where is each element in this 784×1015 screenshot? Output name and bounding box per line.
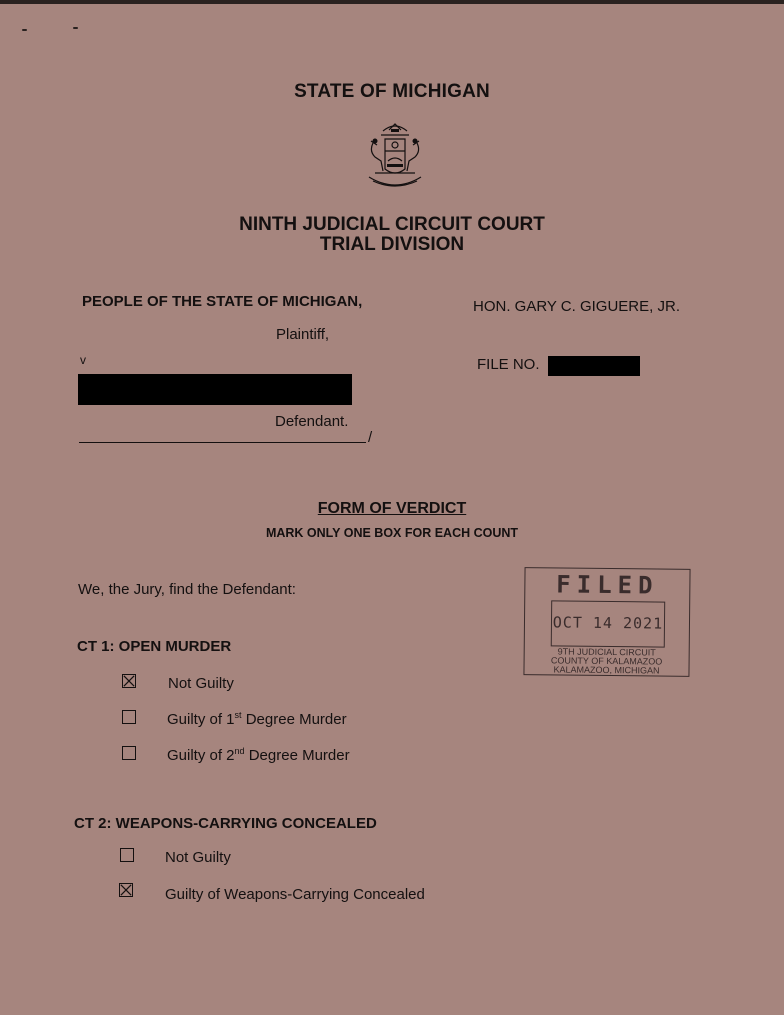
checkbox-count1-second-degree[interactable] <box>122 746 136 760</box>
checkbox-count1-first-degree[interactable] <box>122 710 136 724</box>
form-title: FORM OF VERDICT <box>317 500 467 517</box>
redacted-defendant-name <box>78 374 352 405</box>
division-heading: TRIAL DIVISION <box>319 234 465 255</box>
scan-speck <box>22 29 27 31</box>
court-heading: NINTH JUDICIAL CIRCUIT COURT <box>239 214 545 235</box>
judge-name: HON. GARY C. GIGUERE, JR. <box>473 298 680 315</box>
defendant-role: Defendant. <box>275 413 349 430</box>
form-instruction: MARK ONLY ONE BOX FOR EACH COUNT <box>265 526 519 540</box>
caption-slash: / <box>368 429 373 446</box>
versus-label: v <box>80 353 86 367</box>
stamp-court: 9TH JUDICIAL CIRCUIT <box>557 646 656 658</box>
stamp-title: FILED <box>556 570 659 600</box>
count-1-label: CT 1: OPEN MURDER <box>77 638 232 655</box>
state-seal-icon <box>361 121 429 193</box>
file-number-label: FILE NO. <box>477 356 540 373</box>
checkbox-count1-not-guilty[interactable] <box>122 674 136 688</box>
count-2-label: CT 2: WEAPONS-CARRYING CONCEALED <box>74 815 377 832</box>
state-heading: STATE OF MICHIGAN <box>294 81 490 102</box>
option-label: Not Guilty <box>165 849 231 866</box>
checkbox-count2-guilty[interactable] <box>119 883 133 897</box>
stamp-county: COUNTY OF KALAMAZOO <box>550 655 663 667</box>
option-label: Guilty of Weapons-Carrying Concealed <box>165 886 425 903</box>
redacted-file-number <box>548 356 640 376</box>
option-label: Not Guilty <box>168 675 234 692</box>
stamp-date-box <box>551 600 665 647</box>
caption-underline <box>79 442 366 443</box>
stamp-date: OCT 14 2021 <box>552 613 664 633</box>
jury-intro: We, the Jury, find the Defendant: <box>78 581 296 598</box>
checkbox-count2-not-guilty[interactable] <box>120 848 134 862</box>
plaintiff-name: PEOPLE OF THE STATE OF MICHIGAN, <box>82 293 363 310</box>
stamp-city: KALAMAZOO, MICHIGAN <box>553 664 660 676</box>
scan-top-edge <box>0 0 784 4</box>
option-label: Guilty of 1st Degree Murder <box>167 710 347 728</box>
option-label: Guilty of 2nd Degree Murder <box>167 746 350 764</box>
plaintiff-role: Plaintiff, <box>276 326 330 343</box>
scan-speck <box>73 27 78 29</box>
filed-stamp <box>523 567 690 677</box>
